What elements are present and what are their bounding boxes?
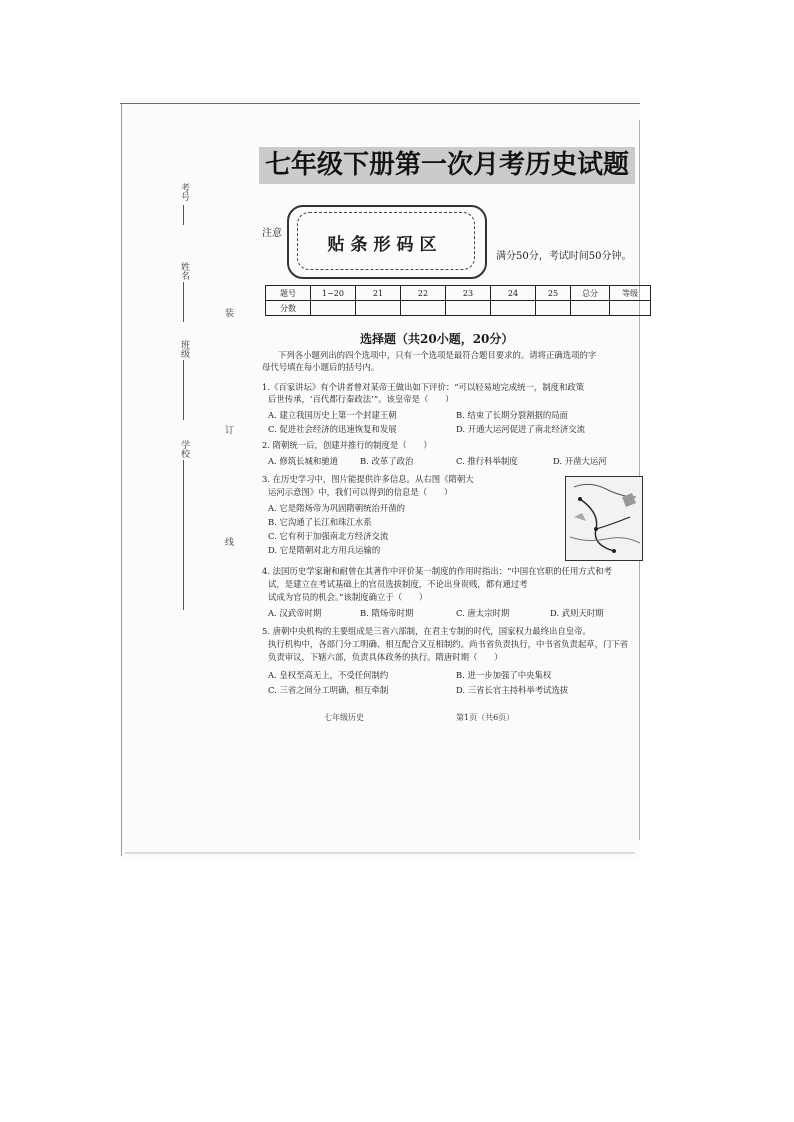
exam-info: 满分50分，考试时间50分钟。 [496,251,632,262]
score-header-cell: 23 [446,286,491,301]
score-cell[interactable] [401,301,446,316]
page-title: 七年级下册第一次月考历史试题 [259,147,635,184]
score-cell[interactable] [311,301,356,316]
footer-subject: 七年级历史 [324,713,364,722]
binding-dash [183,282,184,322]
side-label-class: 班级 [179,340,189,358]
score-header-cell: 题号 [266,286,311,301]
map-drawing [566,477,642,560]
question-2-option-c: C. 推行科举制度 [456,456,518,466]
question-3-option-d: D. 它是隋朝对北方用兵运输的 [268,545,381,555]
binding-mark-xian: 线 [223,537,233,546]
question-3-option-c: C. 它有利于加强南北方经济交流 [268,531,389,541]
instruction-line: 母代号填在每小题后的括号内。 [262,362,380,372]
score-header-cell: 22 [401,286,446,301]
binding-dash [183,460,184,610]
question-3-stem: 3. 在历史学习中，图片能提供许多信息。从右图《隋朝大 [262,474,474,484]
question-4-stem: 试成为官员的机会。”该制度确立于（ ） [268,592,428,602]
score-table-value-row [266,301,651,316]
question-5-option-b: B. 进一步加强了中央集权 [456,670,552,680]
question-2-option-a: A. 修筑长城和驰道 [268,456,338,466]
question-1-option-c: C. 促进社会经济的迅速恢复和发展 [268,424,397,434]
binding-mark-zhuang: 装 [223,308,233,317]
question-1-option-b: B. 结束了长期分裂割据的局面 [456,410,568,420]
score-table-header-row [266,286,651,301]
footer-page-number: 第1页（共6页） [456,713,515,722]
instruction-line: 下列各小题列出的四个选项中，只有一个选项是最符合题目要求的。请将正确选项的字 [278,350,597,360]
question-3-stem: 运河示意图》中，我们可以得到的信息是（ ） [268,487,453,497]
score-table [265,285,651,316]
binding-dash [183,205,184,225]
score-cell[interactable] [536,301,571,316]
question-5-option-a: A. 皇权至高无上，不受任何制约 [268,670,389,680]
question-2-option-b: B. 改革了政治 [360,456,414,466]
question-5-stem: 5. 唐朝中央机构的主要组成是三省六部制，在君主专制的时代，国家权力最终出自皇帝。 [262,626,591,636]
question-4-option-b: B. 隋炀帝时期 [360,608,414,618]
question-4-option-d: D. 武则天时期 [550,608,604,618]
question-5-stem: 负责审议，下辖六部，负责具体政务的执行。隋唐时期（ ） [268,652,503,662]
question-5-stem: 执行机构中，各部门分工明确、相互配合又互相制约。尚书省负责执行，中书省负责起草，门下省 [268,639,629,649]
score-cell[interactable] [446,301,491,316]
page-edge-left [121,104,122,856]
binding-mark-ding: 订 [223,425,233,434]
score-header-cell: 1~20 [311,286,356,301]
page-edge-bottom [125,852,635,854]
score-header-cell: 25 [536,286,571,301]
score-row-label: 分数 [266,301,311,316]
question-3-option-b: B. 它沟通了长江和珠江水系 [268,517,372,527]
question-5-option-c: C. 三省之间分工明确，相互牵制 [268,685,389,695]
question-2-option-d: D. 开凿大运河 [553,456,607,466]
page-edge-top [120,103,640,104]
barcode-area-label: 贴条形码区 [327,235,443,255]
score-header-cell: 等级 [610,286,651,301]
section-title: 选择题（共20小题，20分） [360,332,514,346]
question-3-option-a: A. 它是隋炀帝为巩固隋朝统治开凿的 [268,503,405,513]
score-cell[interactable] [610,301,651,316]
side-label-exam-no: 考号 [179,183,189,201]
question-1-stem: 后世传承，‘百代都行秦政法’”。该皇帝是（ ） [268,394,454,404]
score-cell[interactable] [491,301,536,316]
notice-label: 注意 [262,228,282,239]
question-4-option-a: A. 汉武帝时期 [268,608,322,618]
score-cell[interactable] [571,301,610,316]
question-4-stem: 4. 法国历史学家谢和耐曾在其著作中评价某一制度的作用时指出：“中国在官职的任用方式和考 [262,566,612,576]
question-4-stem: 试，是建立在考试基础上的官员选拔制度，不论出身贵贱，都有通过考 [268,579,528,589]
score-cell[interactable] [356,301,401,316]
binding-dash [183,360,184,420]
grand-canal-map [565,476,643,561]
question-1-option-a: A. 建立我国历史上第一个封建王朝 [268,410,397,420]
score-header-cell: 21 [356,286,401,301]
side-label-school: 学校 [179,440,189,458]
question-1-option-d: D. 开通大运河促进了南北经济交流 [456,424,585,434]
question-2-stem: 2. 隋朝统一后，创建并推行的制度是（ ） [262,440,432,450]
side-label-name: 姓名 [179,262,189,280]
question-5-option-d: D. 三省长官主持科举考试选拔 [456,685,569,695]
score-header-cell: 24 [491,286,536,301]
question-4-option-c: C. 唐太宗时期 [456,608,510,618]
question-1-stem: 1.《百家讲坛》有个讲者曾对某帝王做出如下评价：“可以轻易地完成统一，制度和政策 [262,382,585,392]
score-header-cell: 总分 [571,286,610,301]
